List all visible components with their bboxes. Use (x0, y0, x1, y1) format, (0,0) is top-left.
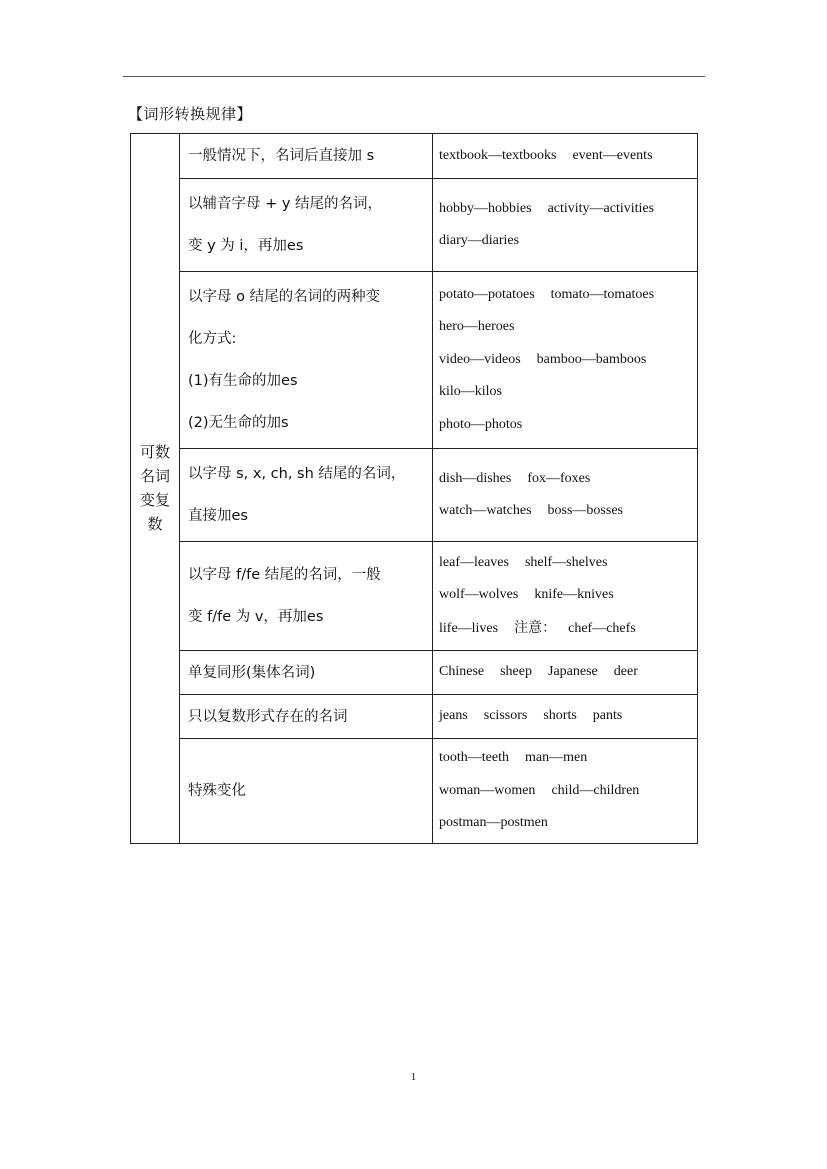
examples-line (439, 279, 691, 312)
rule-line: 变 f/fe 为 v，再加es (188, 609, 324, 625)
rule-cell (180, 651, 433, 695)
examples-cell (433, 695, 698, 739)
header-rule (123, 76, 705, 77)
example-pair: boss—bosses (547, 503, 623, 518)
rule-line: 以字母 s, x, ch, sh 结尾的名词， (188, 466, 406, 482)
examples-line (439, 140, 691, 173)
example-pair: watch—watches (439, 503, 532, 518)
table-row (131, 739, 698, 844)
table-row (131, 542, 698, 651)
example-pair: bamboo—bamboos (536, 351, 647, 367)
examples-line (439, 311, 691, 344)
example-word: jeans (439, 708, 468, 724)
example-pair: tomato—tomatoes (550, 286, 655, 302)
examples-line (439, 193, 691, 226)
examples-line (439, 656, 691, 689)
rule-line: (2)无生命的加s (188, 415, 289, 431)
table-row (131, 134, 698, 179)
table-row (131, 179, 698, 272)
table-row (131, 695, 698, 739)
examples-line (439, 225, 691, 258)
examples-cell (433, 134, 698, 179)
rule-line: 以字母 o 结尾的名词的两种变 (188, 289, 381, 305)
page-number: 1 (410, 1071, 417, 1083)
rule-cell (180, 134, 433, 179)
example-word: deer (613, 664, 638, 680)
examples-line (439, 376, 691, 409)
example-pair: video—videos (439, 351, 521, 367)
rule-cell (180, 542, 433, 651)
examples-line (439, 547, 691, 580)
rule-cell (180, 739, 433, 844)
rule-line: 只以复数形式存在的名词 (188, 708, 348, 725)
example-pair: child—children (551, 782, 640, 798)
rule-line: 一般情况下，名词后直接加 s (188, 148, 375, 164)
examples-cell (433, 179, 698, 272)
examples-line (439, 742, 691, 775)
category-line: 可数 (139, 443, 170, 462)
rule-cell (180, 179, 433, 272)
examples-cell (433, 449, 698, 542)
example-pair: tooth—teeth (439, 750, 509, 765)
example-pair: photo—photos (439, 416, 523, 432)
category-line: 名词 (139, 467, 170, 486)
table-row (131, 272, 698, 449)
example-pair: postman—postmen (439, 815, 548, 830)
rule-line: 直接加es (188, 508, 248, 524)
table-row (131, 651, 698, 695)
rule-cell (180, 272, 433, 449)
example-pair: event—events (572, 147, 653, 163)
example-pair: knife—knives (534, 587, 614, 603)
section-title: 【词形转换规律】 (128, 105, 253, 123)
examples-cell (433, 542, 698, 651)
rule-line: (1)有生命的加es (188, 373, 298, 389)
example-pair: chef—chefs (568, 620, 636, 636)
example-pair: leaf—leaves (439, 554, 509, 570)
example-pair: man—men (525, 750, 588, 765)
example-word: shorts (543, 708, 577, 724)
examples-line (439, 579, 691, 612)
rule-line: 以辅音字母 + y 结尾的名词， (188, 196, 383, 212)
category-line: 数 (147, 515, 163, 534)
example-pair: fox—foxes (527, 470, 591, 486)
example-word: scissors (483, 708, 528, 724)
example-word: sheep (500, 664, 532, 680)
examples-line (439, 344, 691, 377)
examples-line (439, 807, 691, 840)
rule-line: 化方式: (188, 331, 237, 347)
examples-cell (433, 272, 698, 449)
examples-cell (433, 651, 698, 695)
rule-cell (180, 449, 433, 542)
category-line: 变复 (139, 491, 170, 510)
examples-cell (433, 739, 698, 844)
example-pair: life—lives (439, 620, 499, 636)
rule-line: 以字母 f/fe 结尾的名词，一般 (188, 567, 381, 583)
rule-cell (180, 695, 433, 739)
example-pair: hobby—hobbies (439, 200, 532, 216)
example-pair: textbook—textbooks (439, 147, 557, 163)
examples-line (439, 495, 691, 528)
example-pair: dish—dishes (439, 470, 512, 486)
table-row (131, 449, 698, 542)
example-pair: diary—diaries (439, 233, 520, 248)
example-pair: hero—heroes (439, 319, 515, 335)
example-pair: woman—women (439, 782, 536, 798)
examples-line (439, 775, 691, 808)
rule-line: 变 y 为 i，再加es (188, 238, 304, 254)
example-word: pants (592, 708, 623, 724)
example-pair: wolf—wolves (439, 587, 519, 603)
example-word: Japanese (548, 664, 598, 680)
rule-line: 特殊变化 (188, 782, 246, 799)
examples-line (439, 612, 691, 646)
note-label: 注意： (514, 619, 557, 636)
example-pair: shelf—shelves (524, 554, 608, 570)
example-pair: activity—activities (547, 200, 655, 216)
rule-line: 单复同形(集体名词) (188, 664, 316, 681)
word-form-rules-table (130, 133, 698, 844)
examples-line (439, 463, 691, 496)
example-pair: potato—potatoes (439, 286, 535, 302)
category-cell (131, 134, 180, 844)
example-pair: kilo—kilos (439, 384, 503, 400)
example-word: Chinese (439, 664, 485, 680)
examples-line (439, 409, 691, 442)
examples-line (439, 700, 691, 733)
